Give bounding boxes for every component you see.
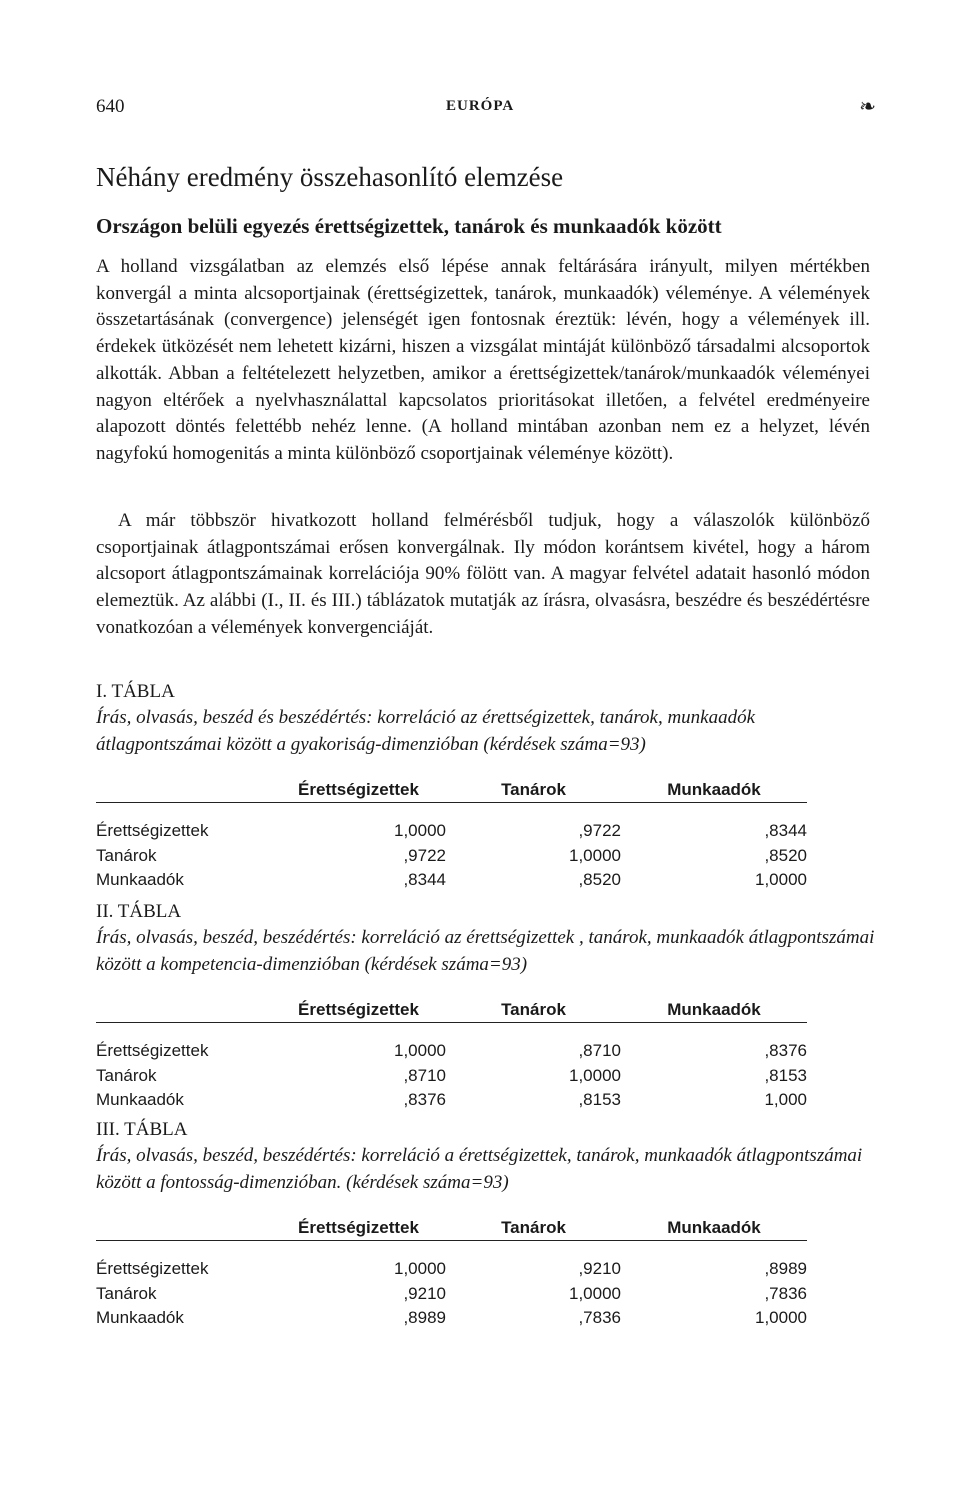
table-row xyxy=(96,844,807,869)
table-cell: ,7836 xyxy=(578,1308,621,1328)
table-label: II. TÁBLA xyxy=(96,901,182,922)
table-cell: ,8520 xyxy=(578,870,621,890)
corner-cell xyxy=(96,992,271,1023)
row-label: Érettségizettek xyxy=(96,821,209,841)
table-cell: ,8376 xyxy=(403,1090,446,1110)
table-row xyxy=(96,1088,807,1113)
table-cell: 1,000 xyxy=(764,1090,807,1110)
row-label: Érettségizettek xyxy=(96,1041,209,1061)
table-row xyxy=(96,868,807,893)
row-label: Munkaadók xyxy=(96,1308,184,1328)
row-label: Érettségizettek xyxy=(96,1259,209,1279)
table-block xyxy=(96,900,875,1113)
table-caption: Írás, olvasás, beszéd, beszédértés: korreláció az érettségizettek , tanárok, munkaadók átlagpontszámai között a kompetencia-dimenzióban (kérdések száma=93) xyxy=(96,927,875,975)
table-header-row xyxy=(96,1210,807,1241)
row-label: Tanárok xyxy=(96,1065,157,1085)
row-label: Munkaadók xyxy=(96,870,184,890)
table-caption: Írás, olvasás, beszéd és beszédértés: korreláció az érettségizettek, tanárok, munkaadók átlagpontszámai között a gyakoriság-dimenzióban (kérdések száma=93) xyxy=(96,707,756,755)
correlation-table xyxy=(96,1210,807,1331)
table-cell: ,8376 xyxy=(764,1041,807,1061)
table-cell: ,8989 xyxy=(764,1259,807,1279)
paragraph: A holland vizsgálatban az elemzés első lépése annak feltárására irányult, milyen mértékben konvergál a minta alcsoportjainak (érettségizettek, tanárok, munkaadók) véleménye. A vélemények összetartásának (convergence) jelenségét igen fontosnak éreztük: lévén, hogy a vélemények ill. érdekek ütközését nem lehetett kizárni, hiszen a vizsgálat mintáját különböző társadalmi alcsoportok alkották. Abban a feltételezett helyzetben, amikor a érettségizettek/tanárok/munkaadók véleményei nagyon eltérőek a nyelvhasználattal kapcsolatos prioritásokat illetően, a felvétel eredményeire alapozott döntés felettébb nehéz lenne. (A holland mintában azonban nem ez a helyzet, lévén nagyfokú homogenitás a minta különböző csoportjainak véleménye között). xyxy=(96,256,870,464)
running-title: EURÓPA xyxy=(446,98,515,114)
column-header: Érettségizettek xyxy=(298,1218,419,1237)
table-cell: ,9722 xyxy=(403,845,446,865)
table-row xyxy=(96,1064,807,1089)
table-cell: 1,0000 xyxy=(569,1065,621,1085)
section-title: Néhány eredmény összehasonlító elemzése xyxy=(96,162,564,192)
table-cell: ,8520 xyxy=(764,845,807,865)
table-cell: ,9722 xyxy=(578,821,621,841)
table-cell: ,8344 xyxy=(403,870,446,890)
column-header: Tanárok xyxy=(501,1000,566,1019)
table-row xyxy=(96,803,807,844)
corner-cell xyxy=(96,772,271,803)
column-header: Munkaadók xyxy=(667,1218,761,1237)
table-caption: Írás, olvasás, beszéd, beszédértés: korreláció a érettségizettek, tanárok, munkaadók átlagpontszámai között a fontosság-dimenzióban. (kérdések száma=93) xyxy=(96,1145,863,1193)
table-cell: ,7836 xyxy=(764,1283,807,1303)
table-row xyxy=(96,1306,807,1331)
row-label: Tanárok xyxy=(96,1283,157,1303)
table-cell: 1,0000 xyxy=(569,1283,621,1303)
row-label: Munkaadók xyxy=(96,1090,184,1110)
table-cell: ,8153 xyxy=(764,1065,807,1085)
table-cell: 1,0000 xyxy=(569,845,621,865)
table-cell: 1,0000 xyxy=(755,870,807,890)
table-cell: 1,0000 xyxy=(394,821,446,841)
column-header: Tanárok xyxy=(501,1218,566,1237)
column-header: Tanárok xyxy=(501,780,566,799)
table-header-row xyxy=(96,772,807,803)
table-cell: 1,0000 xyxy=(755,1308,807,1328)
subsection-title: Országon belüli egyezés érettségizettek, tanárok és munkaadók között xyxy=(96,214,722,238)
corner-cell xyxy=(96,1210,271,1241)
table-cell: ,8344 xyxy=(764,821,807,841)
row-label: Tanárok xyxy=(96,845,157,865)
correlation-table xyxy=(96,772,807,893)
column-header: Érettségizettek xyxy=(298,780,419,799)
page-number: 640 xyxy=(96,96,125,117)
table-cell: ,8710 xyxy=(578,1041,621,1061)
table-label: I. TÁBLA xyxy=(96,681,175,702)
table-cell: 1,0000 xyxy=(394,1041,446,1061)
table-cell: ,8710 xyxy=(403,1065,446,1085)
table-label: III. TÁBLA xyxy=(96,1119,188,1140)
table-cell: 1,0000 xyxy=(394,1259,446,1279)
table-row xyxy=(96,1241,807,1282)
table-cell: ,9210 xyxy=(578,1259,621,1279)
running-head xyxy=(96,96,876,126)
table-cell: ,8989 xyxy=(403,1308,446,1328)
table-row xyxy=(96,1023,807,1064)
paragraph: A már többször hivatkozott holland felmérésből tudjuk, hogy a válaszolók különböző csoportjainak átlagpontszámai erősen konvergálnak. Ily módon korántsem kivétel, hogy a három alcsoport átlagpontszámainak korrelációja 90% fölött van. A magyar felvétel adatait hasonló módon elemeztük. Az alábbi (I., II. és III.) táblázatok mutatják az írásra, olvasásra, beszédre és beszédértésre vonatkozóan a vélemények konvergenciáját. xyxy=(96,510,870,638)
column-header: Érettségizettek xyxy=(298,1000,419,1019)
table-cell: ,9210 xyxy=(403,1283,446,1303)
correlation-table xyxy=(96,992,807,1113)
column-header: Munkaadók xyxy=(667,780,761,799)
table-header-row xyxy=(96,992,807,1023)
table-row xyxy=(96,1282,807,1307)
table-block xyxy=(96,1118,870,1331)
table-block xyxy=(96,680,870,893)
table-cell: ,8153 xyxy=(578,1090,621,1110)
column-header: Munkaadók xyxy=(667,1000,761,1019)
fleuron-icon: ❧ xyxy=(859,96,876,118)
